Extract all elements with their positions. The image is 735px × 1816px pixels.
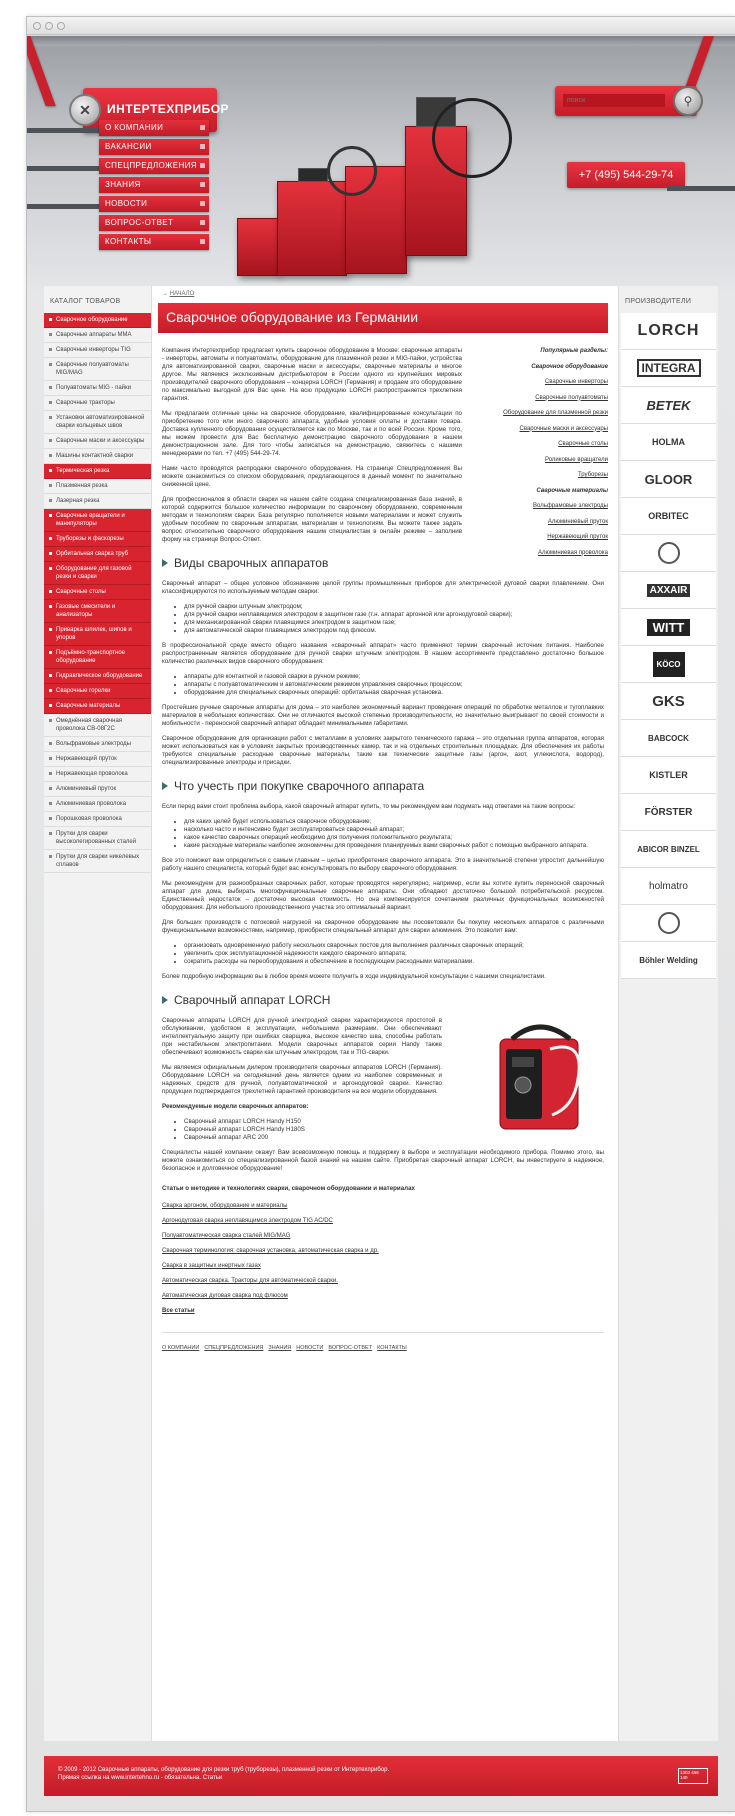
decor-line [667, 186, 735, 191]
brand-logo[interactable] [621, 720, 716, 757]
models-title: Рекомендуемые модели сварочных аппаратов: [162, 1103, 309, 1110]
lorch-text [162, 1017, 442, 1142]
article-link[interactable]: Автоматическая сварка. Тракторы для автоматической сварки. [162, 1278, 338, 1284]
popular-heading: Сварочное оборудование [531, 363, 608, 370]
brand-name: GLOOR [644, 471, 693, 487]
catalog-item[interactable]: Труборезы и фаскорезы [44, 532, 151, 547]
heading-lorch: Сварочный аппарат LORCH [162, 993, 604, 1007]
nav-bullet-icon [200, 125, 205, 130]
popular-link[interactable]: Роликовые вращатели [544, 456, 608, 463]
models-list [184, 1118, 442, 1142]
list-item: • какое качество сварочных операций необходимо для получения положительного результата; [184, 834, 604, 842]
nav-bullet-icon [200, 201, 205, 206]
catalog-item[interactable]: Плазменная резка [44, 479, 151, 494]
brand-logo[interactable] [621, 646, 716, 683]
catalog-item[interactable]: Нержавеющая проволока [44, 767, 151, 782]
phone-number: +7 (495) 544-29-74 [567, 162, 685, 188]
articles-list [162, 1203, 604, 1299]
brand-logo[interactable] [621, 609, 716, 646]
brand-logo[interactable] [621, 424, 716, 461]
site-header [27, 36, 735, 303]
cable-image [327, 146, 377, 196]
catalog-item[interactable]: Сварочные вращатели и манипуляторы [44, 509, 151, 532]
brand-logo[interactable] [621, 905, 716, 942]
list-item: • сократить расходы на переоборудования и обеспечение в последующем расходными материалами. [184, 958, 604, 966]
nav-item-label: О КОМПАНИИ [105, 123, 164, 132]
footer-link[interactable]: НОВОСТИ [296, 1345, 324, 1351]
popular-link[interactable]: Труборезы [577, 472, 608, 478]
paragraph: Мы рекомендуем для разнообразных сварочных работ, которые проводятся нерегулярно, например, если вы хотите купить переносной сварочный аппарат для дома, выбирать многофункциональные сварочные аппараты. Они обладают достаточно большой потребительской ресурсом. Единственный недостаток – достаточно высокая стоимость. Но она компенсируется сочетанием различных функциональных возможностей оборудования. Для небольшого производственного участка это оптимальный вариант. [162, 880, 604, 911]
catalog-item[interactable]: Сварочные инверторы TIG [44, 343, 151, 358]
nav-item-label: ЗНАНИЯ [105, 180, 141, 189]
brand-logo[interactable] [621, 387, 716, 424]
brand-name: holmatro [649, 880, 688, 892]
catalog-title: КАТАЛОГ ТОВАРОВ [50, 298, 121, 305]
brand-name: KÖCO [653, 652, 685, 677]
nav-item-label: СПЕЦПРЕДЛОЖЕНИЯ [105, 161, 197, 170]
all-articles-link[interactable]: Все статьи [162, 1308, 195, 1314]
footer-link[interactable]: ЗНАНИЯ [268, 1345, 292, 1351]
buy-section [158, 779, 608, 981]
paragraph: В профессиональной среде вместо общего названия «сварочный аппарат» часто применяют термин сварочный источник питания. Наиболее распространенным является оборудование для ручной сварки штучным электродом. В нашем ассортименте представлено достаточно большое количество различных видов сварочного оборудования: [162, 642, 604, 665]
footer-link[interactable]: ВОПРОС-ОТВЕТ [328, 1345, 373, 1351]
paragraph: Сварочные аппараты LORCH для ручной электродной сварки характеризуются простотой в обслуживании, удобством в эксплуатации, небольшими размерами. Они обеспечивают интеллектуальную защиту при ошибках сварщика, высокое качество шва, способны работать при нестабильном электропитании. Модели сварочных аппаратов серии Handy также обеспечивают возможность сварки как штучным электродом, так и TIG-сварки. [162, 1017, 442, 1056]
brand-emblem-icon [658, 542, 680, 564]
intro-section [158, 347, 608, 556]
brand-logo[interactable] [621, 794, 716, 831]
catalog-list [44, 313, 151, 873]
catalog-item[interactable]: Алюминиевый пруток [44, 782, 151, 797]
buy-list [184, 942, 604, 966]
brand-logo[interactable] [621, 942, 716, 979]
brand-name: Böhler Welding [639, 955, 698, 965]
catalog-item[interactable]: Вольфрамовые электроды [44, 737, 151, 752]
site-footer [44, 1756, 718, 1796]
types-list [184, 673, 604, 697]
catalog-item[interactable]: Лазерная резка [44, 494, 151, 509]
decor-line [27, 204, 99, 209]
popular-link[interactable]: Оборудование для плазменной резки [503, 410, 608, 416]
popular-link[interactable]: Алюминиевая проволока [537, 549, 608, 556]
list-item: • аппараты с полуавтоматическим и автоматическим режимом управления сварочных процессом; [184, 681, 604, 689]
intro-text [162, 347, 462, 544]
manufacturers-sidebar [618, 286, 718, 1741]
lorch-product-image[interactable] [490, 1019, 602, 1139]
brand-name: GKS [652, 692, 685, 710]
paragraph: Сварочное оборудование для организации работ с металлами в условиях закрытого технического гаража – это отдельная группа аппаратов, которая может использоваться как в условиях закрытых производственных камер, так и на отдельных строительных площадках. Для обеспечения их работы требуются специальные расходные сварочные материалы, такие как технические защитные газы (аргон, азот, углекислота, водород), специализированные электроды и присадки. [162, 735, 604, 766]
catalog-item[interactable]: Приварка шпилек, шипов и упоров [44, 623, 151, 646]
popular-sections [494, 347, 608, 564]
paragraph: Для профессионалов в области сварки на нашем сайте создана специализированная база знаний, в которой содержится большое количество информации по сварочному оборудованию, современным методам и технологиям сварки. База регулярно пополняется новыми материалами и может служить удобным пособием по сварочным аппаратам, материалам и технологиям. Вы можете также задать вопрос относительно сварочного оборудования нашим специалистам в онлайн режиме – заполнив форму на странице Вопрос-Ответ. [162, 496, 462, 543]
catalog-item[interactable]: Сварочные маски и аксессуары [44, 434, 151, 449]
nav-item-label: КОНТАКТЫ [105, 237, 152, 246]
lorch-section [158, 993, 608, 1351]
brand-logo[interactable] [621, 350, 716, 387]
types-list [184, 603, 604, 635]
nav-item-label: НОВОСТИ [105, 199, 148, 208]
browser-titlebar [27, 17, 735, 35]
brand-logo[interactable] [621, 498, 716, 535]
nav-item[interactable] [99, 139, 209, 155]
catalog-item[interactable]: Подъёмно-транспортное оборудование [44, 646, 151, 669]
brand-name: BETEK [646, 397, 691, 413]
brand-name: AXXAIR [647, 584, 691, 597]
nav-bullet-icon [200, 163, 205, 168]
paragraph: Если перед вами стоит проблема выбора, какой сварочный аппарат купить, то мы рекомендуем вам подумать над ответами на такие вопросы: [162, 803, 576, 810]
catalog-item[interactable]: Орбитальная сварка труб [44, 547, 151, 562]
search-input[interactable] [563, 94, 665, 107]
brand-logo[interactable] [621, 683, 716, 720]
brand-logo[interactable] [621, 535, 716, 572]
breadcrumb-home-link[interactable]: НАЧАЛО [169, 291, 195, 297]
counter-badge[interactable]: 1303 456 140 [678, 1768, 708, 1784]
brand-name: FÖRSTER [644, 806, 693, 818]
nav-bullet-icon [200, 144, 205, 149]
popular-title: Популярные разделы: [540, 348, 608, 354]
article-link[interactable]: Полуавтоматическая сварка сталей MIG/MAG [162, 1233, 291, 1239]
window-close-dot[interactable] [33, 22, 41, 30]
catalog-item[interactable]: Сварочное оборудование [44, 313, 151, 328]
window-maximize-dot[interactable] [57, 22, 65, 30]
model-link: • Сварочный аппарат ARC 200 [184, 1134, 442, 1142]
brand-name: BABCOCK [648, 733, 689, 743]
list-item: • аппараты для контактной и газовой сварки в ручном режиме; [184, 673, 604, 681]
catalog-item[interactable]: Прутки для сварки высоколегированных сталей [44, 827, 151, 850]
page-title: Сварочное оборудование из Германии [158, 303, 608, 333]
model-link: • Сварочный аппарат LORCH Handy H180S [184, 1126, 442, 1134]
list-item: • увеличить срок эксплуатационной надежности каждого сварочного аппарата; [184, 950, 604, 958]
catalog-item[interactable]: Установки автоматизированной сварки кольцевых швов [44, 411, 151, 434]
nav-item[interactable] [99, 120, 209, 136]
brand-name: HOLMA [652, 437, 685, 447]
copyright-note: Прямая ссылка на www.intertehno.ru - обязательна. Статьи [58, 1775, 223, 1781]
catalog-item[interactable]: Сварочные аппараты MMA [44, 328, 151, 343]
logo-emblem-icon: ✕ [69, 94, 101, 126]
catalog-item[interactable]: Порошковая проволока [44, 812, 151, 827]
list-item: • для автоматической сварки плавящимся электродом под флюсом. [184, 627, 604, 635]
search-icon: ⚲ [683, 94, 693, 108]
catalog-item[interactable]: Сварочные материалы [44, 699, 151, 714]
paragraph: Специалисты нашей компании окажут Вам всевозможную помощь и поддержку в выборе и эксплуатации необходимого прибора. Помимо этого, вы можете ознакомиться со специализированной базой знаний на нашем сайте. Приобретая сварочный аппарат LORCH, вы инвестируете в надежное, безопасное и долговечное оборудование! [162, 1149, 604, 1172]
popular-link[interactable]: Нержавеющий пруток [547, 534, 608, 540]
paragraph: Нами часто проводятся распродажи сварочного оборудования. На странице Спецпредложения Вы можете ознакомиться со списком оборудования, предлагающегося в данный момент по значительно сниженной цене. [162, 465, 462, 488]
nav-item[interactable] [99, 177, 209, 193]
paragraph: Мы являемся официальным дилером производителя сварочных аппаратов LORCH (Германия). Оборудование LORCH на сегодняшний день является одним из наиболее современных и надежных средств для ручной, полуавтоматической и аргонодуговой сварки. Качество продукции подтверждается трехлетней гарантией производителя на все модели оборудования. [162, 1064, 442, 1095]
catalog-item[interactable]: Нержавеющий пруток [44, 752, 151, 767]
catalog-item[interactable]: Прутки для сварки никелевых сплавов [44, 850, 151, 873]
main-navigation [99, 120, 209, 253]
article-link[interactable]: Сварка в защитных инертных газах [162, 1263, 261, 1269]
heading-buy: Что учесть при покупке сварочного аппарата [162, 779, 604, 793]
brand-name: KISTLER [649, 770, 688, 780]
brand-logo[interactable] [621, 868, 716, 905]
popular-link[interactable]: Сварочные инверторы [544, 379, 608, 385]
brand-logo[interactable] [621, 461, 716, 498]
paragraph: Компания Интертехприбор предлагает купить сварочное оборудование в Москве: сварочные аппараты - инверторы, автоматы и полуавтоматы, оборудование для плазменной резки и MIG-пайки, устройства для автоматизированной сварки, сварочные маски и аксессуары, сварочные материалы и многое другое. Мы являемся эксклюзивным дистрибьютором в России одного из крупнейших мировых производителей сварочного оборудования – концерна LORCH (Германия) и продаем это оборудование по максимально выгодной для Вас цене. На всю продукцию LORCH распространяется трехлетняя гарантия. [162, 347, 462, 402]
brand-name: ABICOR BINZEL [637, 844, 700, 854]
popular-link[interactable]: Сварочные полуавтоматы [535, 394, 608, 401]
article-link[interactable]: Сварка аргоном, оборудование и материалы [162, 1203, 288, 1209]
list-item: • для ручной сварки неплавящимся электродом в защитном газе (т.н. аппарат аргонной или аргонодуговой сварки); [184, 611, 604, 619]
nav-item[interactable] [99, 234, 209, 250]
brand-logo[interactable] [621, 757, 716, 794]
catalog-item[interactable]: Термическая резка [44, 464, 151, 479]
footer-navigation [162, 1345, 604, 1351]
brand-name: LORCH [637, 322, 700, 339]
catalog-item[interactable]: Сварочные горелки [44, 684, 151, 699]
catalog-item[interactable]: Полуавтоматы MIG - пайки [44, 381, 151, 396]
popular-link[interactable]: Алюминиевый пруток [547, 518, 608, 525]
model-link: • Сварочный аппарат LORCH Handy H150 [184, 1118, 442, 1126]
nav-bullet-icon [200, 182, 205, 187]
decor-bracket [27, 36, 56, 106]
brand-logo[interactable] [621, 572, 716, 609]
search-box [555, 86, 697, 116]
search-button[interactable] [673, 86, 703, 116]
catalog-item[interactable]: Сварочные тракторы [44, 396, 151, 411]
catalog-item[interactable]: Машины контактной сварки [44, 449, 151, 464]
paragraph: Для больших производств с потоковой нагрузкой на сварочное оборудование мы посоветовали бы покупку нескольких аппаратов с различными функциональными возможностями, например, приобрести специальный аппарат для сварки алюминия. Это позволит вам: [162, 919, 604, 934]
article-link[interactable]: Аргонодуговая сварка неплавящимся электродом TIG AC/DC [162, 1218, 333, 1224]
manufacturers-title: ПРОИЗВОДИТЕЛИ [625, 298, 692, 305]
nav-item[interactable] [99, 215, 209, 231]
list-item: • какие расходные материалы наиболее экономичны для проведения планируемых вами сварочных работ с помощью выбранного аппарата. [184, 842, 604, 850]
decor-line [27, 128, 99, 133]
paragraph: Все это поможет вам определиться с самым главным – целью приобретения сварочного аппарата. Это в значительной степени упростит дальнейшую работу нашего специалиста, который будет вас консультировать по выбору сварочного оборудования. [162, 857, 604, 872]
logo-text: ИНТЕРТЕХПРИБОР [107, 102, 230, 116]
paragraph: Сварочный аппарат – общее условное обозначение целой группы промышленных приборов для электрической дуговой сварки плавлением. Они классифицируются по используемым методам сварки: [162, 580, 604, 595]
list-item: • организовать одновременную работу нескольких сварочных постов для выполнения различных сварочных операций; [184, 942, 604, 950]
header-strip [27, 36, 735, 46]
brand-logo[interactable] [621, 831, 716, 868]
welding-machine-image [237, 218, 279, 276]
buy-list [184, 818, 604, 850]
heading-types: Виды сварочных аппаратов [162, 556, 604, 570]
footer-link[interactable]: СПЕЦПРЕДЛОЖЕНИЯ [204, 1345, 264, 1351]
nav-item-label: ВОПРОС-ОТВЕТ [105, 218, 174, 227]
catalog-item[interactable]: Оборудование для газовой резки и сварки [44, 562, 151, 585]
catalog-item[interactable]: Гидравлическое оборудование [44, 669, 151, 684]
brand-name: WITT [647, 619, 691, 636]
nav-item[interactable] [99, 196, 209, 212]
brand-emblem-icon [658, 912, 680, 934]
brands-list [619, 313, 718, 979]
catalog-item[interactable]: Газовые смесители и анализаторы [44, 600, 151, 623]
footer-link[interactable]: О КОМПАНИИ [162, 1345, 200, 1351]
list-item: • насколько часто и интенсивно будет эксплуатироваться сварочный аппарат; [184, 826, 604, 834]
popular-link[interactable]: Сварочные маски и аксессуары [519, 425, 608, 432]
nav-item-label: ВАКАНСИИ [105, 142, 152, 151]
list-item: • для ручной сварки штучным электродом; [184, 603, 604, 611]
popular-heading: Сварочные материалы [536, 487, 608, 494]
cable-image [432, 98, 512, 178]
popular-link[interactable]: Вольфрамовые электроды [533, 503, 608, 509]
copyright-line: © 2009 - 2012 Сварочные аппараты, оборудование для резки труб (труборезы), плазменной резки от Интертехприбор. [58, 1767, 390, 1773]
breadcrumb: → НАЧАЛО [162, 291, 195, 297]
paragraph: Простейшие ручные сварочные аппараты для дома – это наиболее экономичный вариант проведения операций по обработке металлов и тугоплавких материалов в небольших количествах. Они не отличаются высокой степенью производительности, но значительно выигрывают по своей стоимости и мобильности - переносной сварочный аппарат обладает минимальными габаритами. [162, 704, 604, 727]
article-link[interactable]: Автоматическая дуговая сварка под флюсом [162, 1293, 288, 1299]
catalog-item[interactable]: Сварочные столы [44, 585, 151, 600]
content-wrapper [44, 286, 718, 1741]
catalog-item[interactable]: Сварочные полуавтоматы MIG/MAG [44, 358, 151, 381]
paragraph: Более подробную информацию вы в любое время можете получить в ходе индивидуальной консультации с нашими специалистами. [162, 973, 546, 980]
paragraph: Мы предлагаем отличные цены на сварочное оборудование, квалифицированные консультации по приобретению того или иного сварочного аппарата, удобные условия оплаты и доставки товара. Доставка купленного оборудования осуществляется как по Москве, так и по всей России. Кроме того, мы можем провести для Вас бесплатную демонстрацию сварочного оборудования в нашем демонстрационном зале. Для того чтобы записаться на демонстрацию, свяжитесь с нашими менеджерами по тел. +7 (495) 544-29-74. [162, 410, 462, 457]
welding-machine-icon [490, 1019, 602, 1139]
brand-name: ORBITEC [648, 511, 689, 521]
window-minimize-dot[interactable] [45, 22, 53, 30]
catalog-item[interactable]: Омеднённая сварочная проволока СВ-08Г2С [44, 714, 151, 737]
nav-bullet-icon [200, 220, 205, 225]
decor-line [27, 166, 99, 171]
brand-name: INTEGRA [637, 359, 701, 377]
page-body [26, 286, 735, 1812]
catalog-sidebar [44, 286, 152, 1741]
list-item: • для механизированной сварки плавящимся электродом в защитном газе; [184, 619, 604, 627]
nav-bullet-icon [200, 239, 205, 244]
articles-title: Статьи о методике и технологиях сварки, сварочном оборудовании и материалах [162, 1185, 415, 1192]
footer-link[interactable]: КОНТАКТЫ [377, 1345, 407, 1351]
nav-item[interactable] [99, 158, 209, 174]
article-link[interactable]: Сварочная терминология: сварочная установка, автоматическая сварка и др. [162, 1248, 379, 1254]
brand-logo[interactable] [621, 313, 716, 350]
types-section [158, 556, 608, 767]
popular-link[interactable]: Сварочные столы [558, 441, 608, 447]
main-content [158, 286, 608, 1351]
welding-machine-image [277, 181, 347, 276]
list-item: • оборудование для специальных сварочных операций: орбитальная сварочная установка. [184, 689, 604, 697]
catalog-item[interactable]: Алюминиевая проволока [44, 797, 151, 812]
list-item: • для каких целей будет использоваться сварочное оборудование; [184, 818, 604, 826]
